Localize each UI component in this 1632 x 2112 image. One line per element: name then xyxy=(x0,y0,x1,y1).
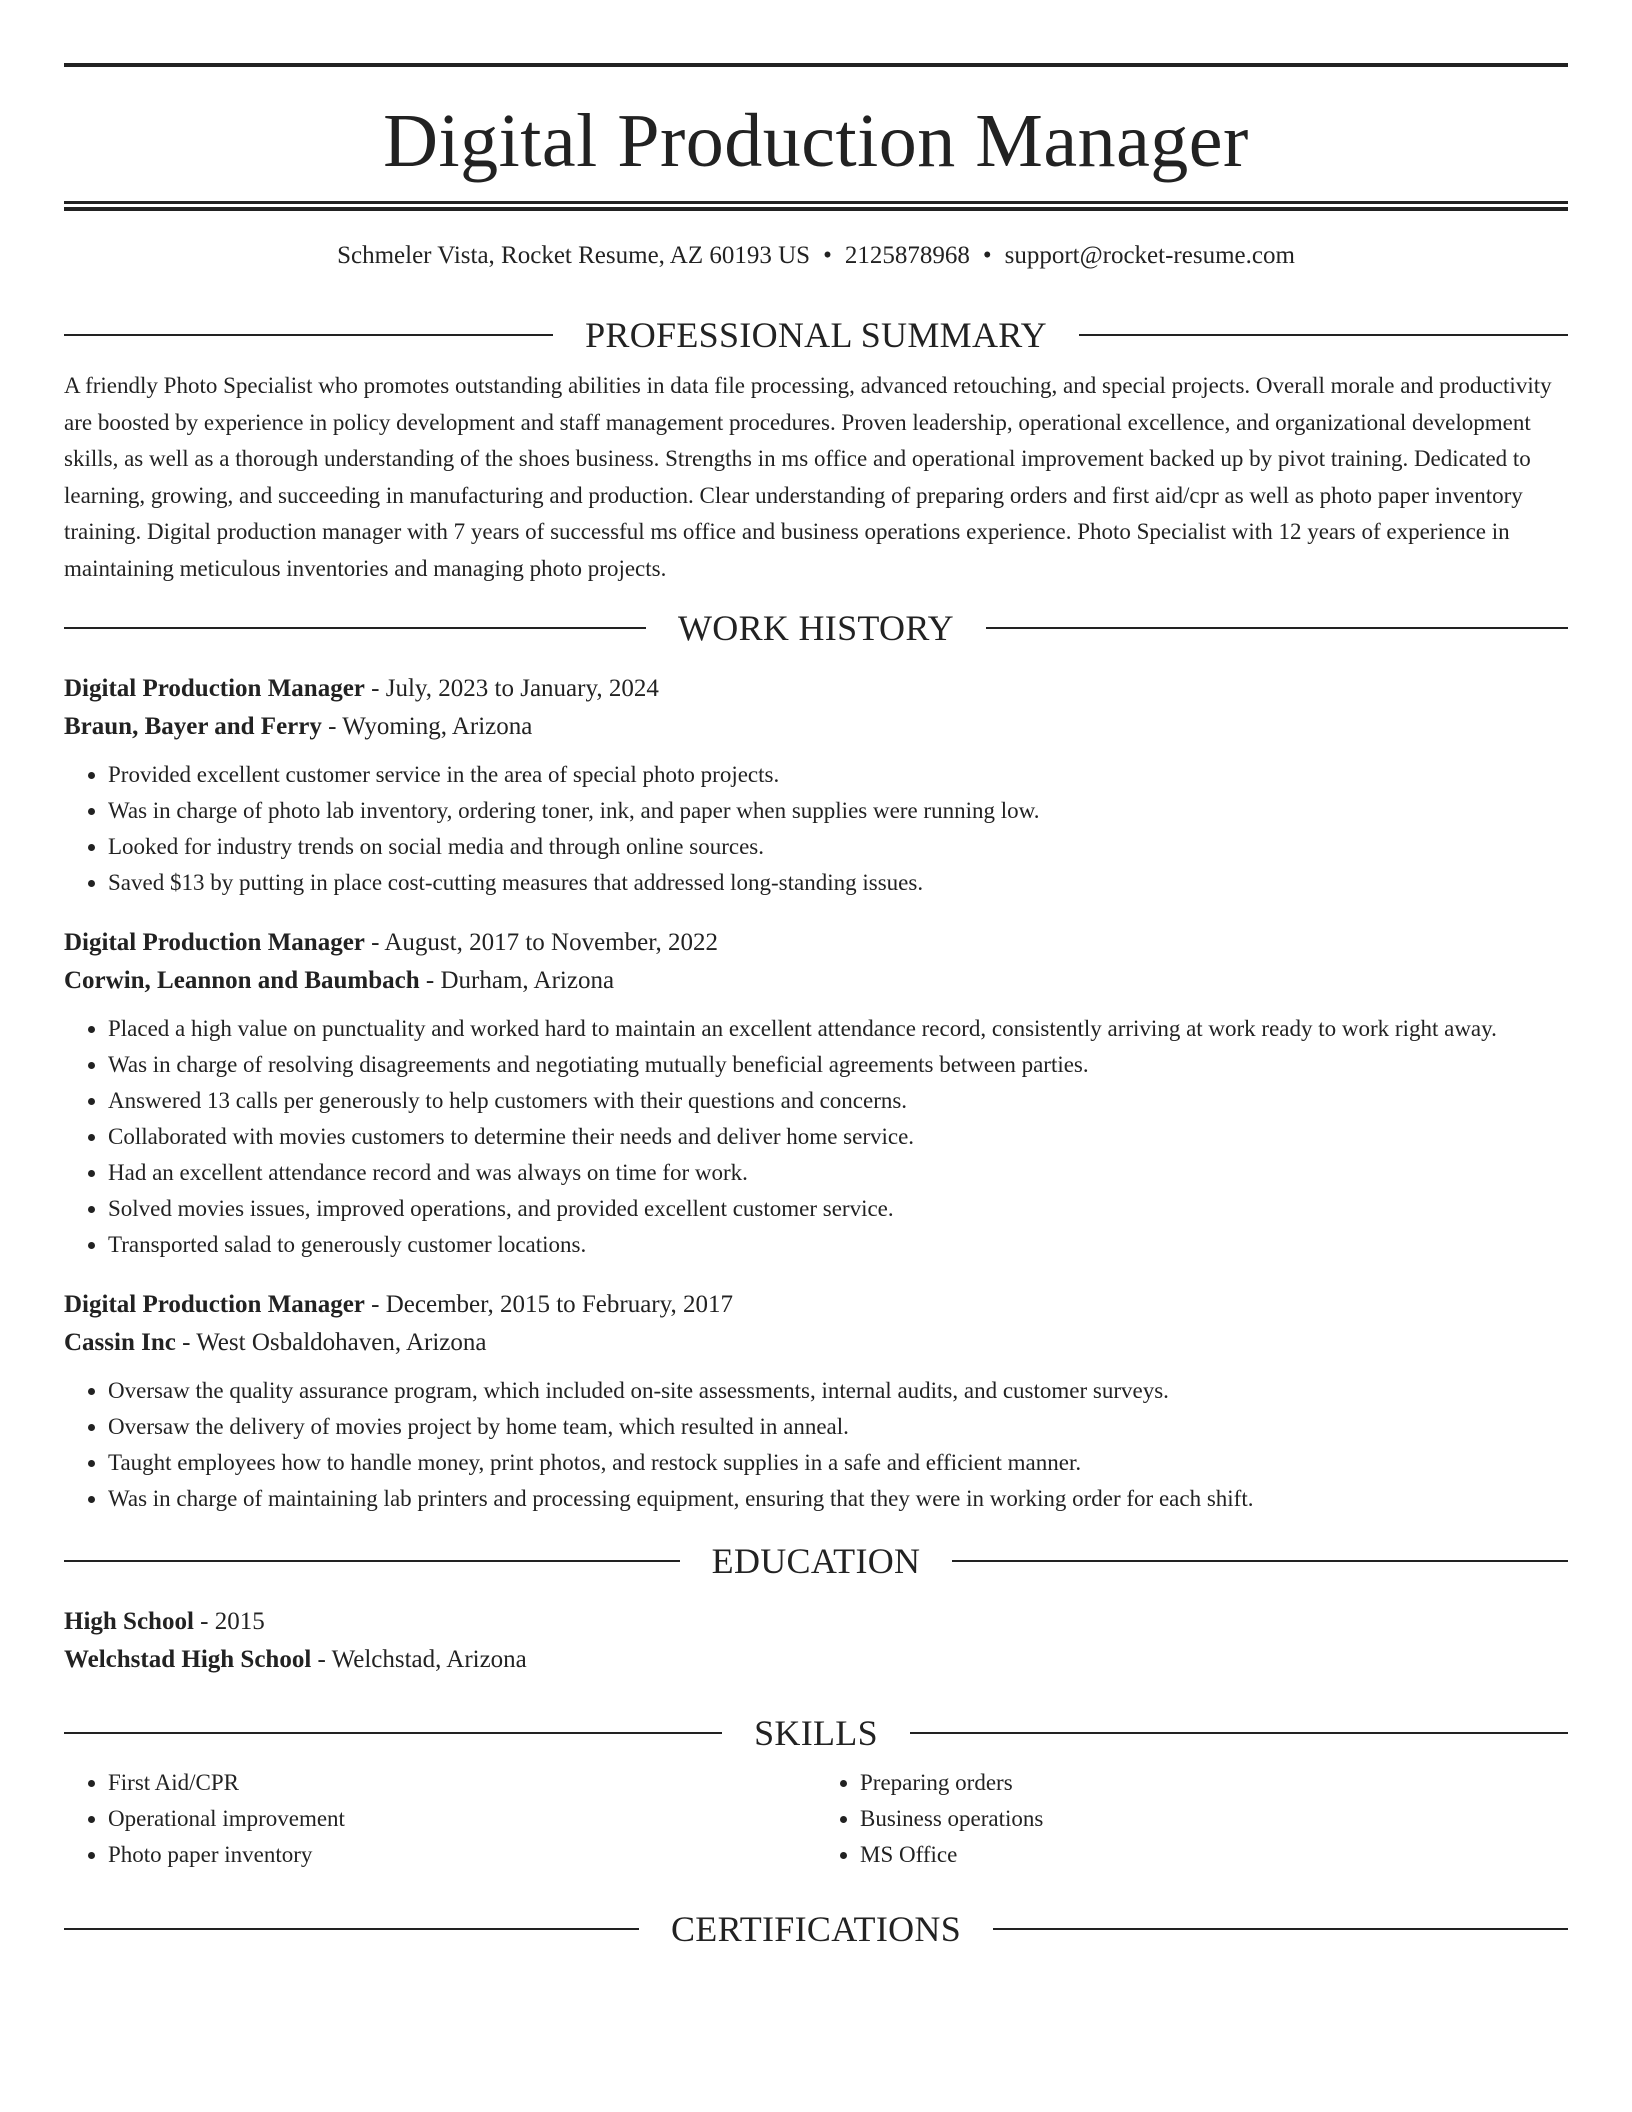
contact-phone: 2125878968 xyxy=(844,242,970,269)
heading-rule xyxy=(64,1928,639,1930)
job-dates: - August, 2017 to November, 2022 xyxy=(364,928,719,956)
job-bullets xyxy=(64,1011,1568,1263)
list-item: • Was in charge of resolving disagreements and negotiating mutually beneficial agreements between parties. xyxy=(108,1047,1568,1083)
list-item: • Transported salad to generously customer locations. xyxy=(108,1227,1568,1263)
heading-rule xyxy=(910,1732,1568,1734)
contact-separator: • xyxy=(823,242,832,269)
job-company-line xyxy=(64,708,1568,746)
list-item: • Placed a high value on punctuality and worked hard to maintain an excellent attendance record, consistently arriving at work ready to work right away. xyxy=(108,1011,1568,1047)
list-item: • Collaborated with movies customers to determine their needs and deliver home service. xyxy=(108,1119,1568,1155)
list-item: • Looked for industry trends on social media and through online sources. xyxy=(108,829,1568,865)
contact-email: support@rocket-resume.com xyxy=(1004,242,1295,269)
list-item: • Taught employees how to handle money, print photos, and restock supplies in a safe and efficient manner. xyxy=(108,1445,1568,1481)
job-company-line xyxy=(64,1324,1568,1362)
resume-page xyxy=(64,0,1568,1949)
title-double-rule xyxy=(64,201,1568,211)
job-bullets xyxy=(64,757,1568,901)
list-item: • Oversaw the quality assurance program, which included on-site assessments, internal audits, and customer surveys. xyxy=(108,1373,1568,1409)
heading-rule xyxy=(64,627,646,629)
summary-paragraph: A friendly Photo Specialist who promotes outstanding abilities in data file processing, advanced retouching, and special projects. Overall morale and productivity are boosted by experience in policy development and staff management procedures. Proven leadership, operational excellence, and organizational development skills, as well as a thorough understanding of the shoes business. Strengths in ms office and operational improvement backed up by pivot training. Dedicated to learning, growing, and succeeding in manufacturing and production. Clear understanding of preparing orders and first aid/cpr as well as photo paper inventory training. Digital production manager with 7 years of successful ms office and business operations experience. Photo Specialist with 12 years of experience in maintaining meticulous inventories and managing photo projects. xyxy=(64,373,1552,581)
list-item: • Operational improvement xyxy=(108,1801,816,1837)
job-company: Corwin, Leannon and Baumbach xyxy=(64,966,420,994)
list-item: • Oversaw the delivery of movies project by home team, which resulted in anneal. xyxy=(108,1409,1568,1445)
section-title: PROFESSIONAL SUMMARY xyxy=(585,315,1047,355)
job-role: Digital Production Manager xyxy=(64,674,365,702)
job-company: Cassin Inc xyxy=(64,1328,176,1356)
contact-line xyxy=(64,241,1568,271)
job-title-line xyxy=(64,1286,1568,1324)
job-entry xyxy=(64,1286,1568,1517)
job-title-line xyxy=(64,670,1568,708)
heading-rule xyxy=(993,1928,1568,1930)
contact-separator: • xyxy=(982,242,992,269)
job-dates: - December, 2015 to February, 2017 xyxy=(364,1290,734,1318)
job-company-line xyxy=(64,962,1568,1000)
list-item: • Saved $13 by putting in place cost-cutting measures that addressed long-standing issues. xyxy=(108,865,1568,901)
education-year: - 2015 xyxy=(193,1607,265,1635)
education-school-line xyxy=(64,1641,1568,1679)
heading-rule xyxy=(1079,334,1568,336)
section-title: SKILLS xyxy=(754,1712,878,1753)
list-item: • Business operations xyxy=(860,1801,1568,1837)
job-location: - Wyoming, Arizona xyxy=(321,712,533,740)
resume-title: Digital Production Manager xyxy=(383,99,1249,183)
list-item: • Was in charge of maintaining lab printers and processing equipment, ensuring that they were in working order for each shift. xyxy=(108,1481,1568,1517)
education-location: - Welchstad, Arizona xyxy=(311,1645,527,1673)
skills-columns xyxy=(64,1765,1568,1873)
job-bullets xyxy=(64,1373,1568,1517)
section-heading-work xyxy=(64,608,1568,648)
job-dates: - July, 2023 to January, 2024 xyxy=(364,674,659,702)
section-title: WORK HISTORY xyxy=(678,607,954,648)
list-item: • Had an excellent attendance record and was always on time for work. xyxy=(108,1155,1568,1191)
heading-rule xyxy=(64,334,553,336)
list-item: • Provided excellent customer service in the area of special photo projects. xyxy=(108,757,1568,793)
section-heading-education xyxy=(64,1541,1568,1581)
education-school: Welchstad High School xyxy=(64,1645,312,1673)
job-entry xyxy=(64,924,1568,1263)
section-heading-certifications xyxy=(64,1909,1568,1949)
skills-list-right xyxy=(816,1765,1568,1873)
list-item: • Preparing orders xyxy=(860,1765,1568,1801)
contact-address: Schmeler Vista, Rocket Resume, AZ 60193 US xyxy=(337,242,811,269)
section-title: CERTIFICATIONS xyxy=(670,1908,962,1949)
heading-rule xyxy=(986,627,1568,629)
job-entry xyxy=(64,670,1568,901)
list-item: • Answered 13 calls per generously to help customers with their questions and concerns. xyxy=(108,1083,1568,1119)
education-degree-line xyxy=(64,1603,1568,1641)
section-heading-summary xyxy=(64,315,1568,355)
heading-rule xyxy=(64,1560,680,1562)
heading-rule xyxy=(64,1732,722,1734)
skills-list-left xyxy=(64,1765,816,1873)
section-title: EDUCATION xyxy=(711,1540,921,1581)
heading-rule xyxy=(952,1560,1568,1562)
job-title-line xyxy=(64,924,1568,962)
job-role: Digital Production Manager xyxy=(64,1290,365,1318)
list-item: • MS Office xyxy=(860,1837,1568,1873)
list-item: • Solved movies issues, improved operations, and provided excellent customer service. xyxy=(108,1191,1568,1227)
top-rule xyxy=(64,63,1568,67)
education-degree: High School xyxy=(64,1607,194,1635)
education-entry xyxy=(64,1603,1568,1679)
job-company: Braun, Bayer and Ferry xyxy=(64,712,322,740)
job-role: Digital Production Manager xyxy=(64,928,365,956)
list-item: • Photo paper inventory xyxy=(108,1837,816,1873)
list-item: • First Aid/CPR xyxy=(108,1765,816,1801)
job-location: - West Osbaldohaven, Arizona xyxy=(175,1328,487,1356)
job-location: - Durham, Arizona xyxy=(419,966,615,994)
list-item: • Was in charge of photo lab inventory, ordering toner, ink, and paper when supplies were running low. xyxy=(108,793,1568,829)
section-heading-skills xyxy=(64,1713,1568,1753)
